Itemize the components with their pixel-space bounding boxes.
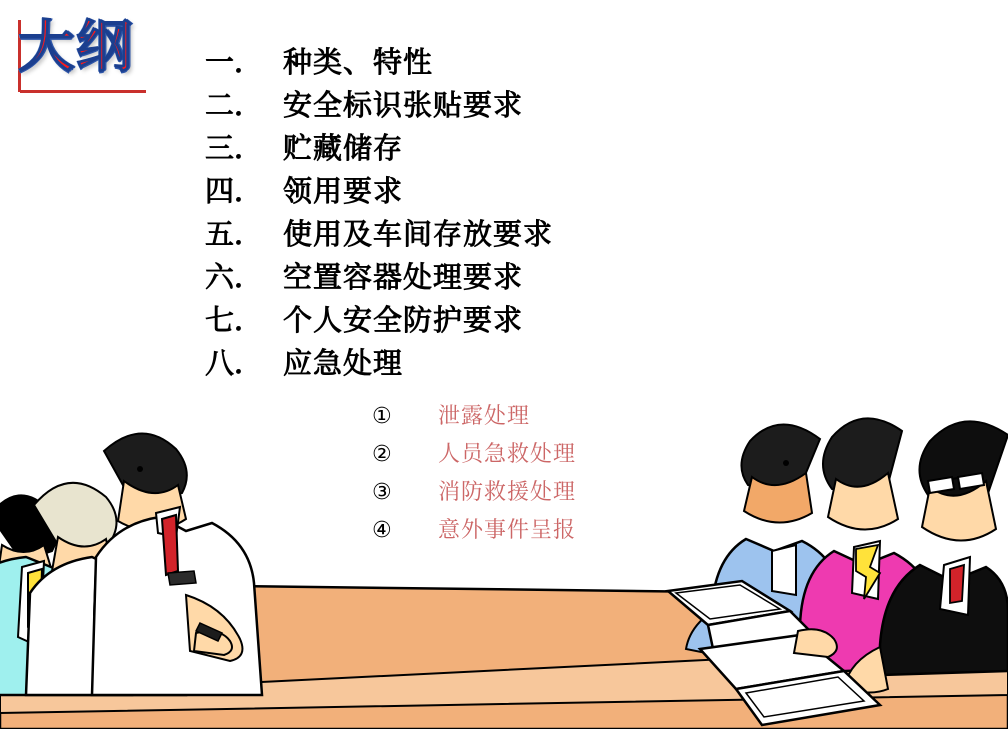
list-item-label: 种类、特性 bbox=[283, 45, 434, 79]
list-item-label: 使用及车间存放要求 bbox=[283, 217, 554, 251]
list-item-number: 七． bbox=[205, 303, 264, 337]
list-item-label: 应急处理 bbox=[283, 346, 404, 380]
list-item-number: 三． bbox=[205, 131, 264, 165]
list-item-label: 领用要求 bbox=[283, 174, 404, 208]
list-item bbox=[205, 169, 905, 212]
slide-title-badge bbox=[18, 14, 150, 86]
list-item-label: 贮藏储存 bbox=[283, 131, 404, 165]
list-item-number: 六． bbox=[205, 260, 264, 294]
list-item-label: 空置容器处理要求 bbox=[283, 260, 524, 294]
list-item-marker: ① bbox=[372, 404, 392, 429]
list-item bbox=[205, 255, 905, 298]
list-item-label: 泄露处理 bbox=[438, 404, 531, 429]
list-item-marker: ③ bbox=[372, 480, 392, 505]
list-item bbox=[205, 83, 905, 126]
list-item bbox=[205, 341, 905, 384]
list-item bbox=[205, 126, 905, 169]
list-item-label: 意外事件呈报 bbox=[438, 518, 577, 543]
list-item-number: 一． bbox=[205, 45, 264, 79]
list-item bbox=[205, 40, 905, 83]
list-item-number: 二． bbox=[205, 88, 264, 122]
list-item-label: 个人安全防护要求 bbox=[283, 303, 524, 337]
badge-underline-rule bbox=[20, 90, 146, 93]
list-item-marker: ② bbox=[372, 442, 392, 467]
list-item-number: 八． bbox=[205, 346, 264, 380]
list-item-number: 五． bbox=[205, 217, 264, 251]
list-item bbox=[205, 212, 905, 255]
meeting-table-illustration bbox=[0, 395, 1008, 729]
person-left-redtie bbox=[92, 433, 262, 695]
page-title: 大纲 bbox=[18, 15, 134, 80]
list-item-label: 人员急救处理 bbox=[438, 442, 577, 467]
outline-list bbox=[205, 40, 905, 384]
list-item-label: 消防救援处理 bbox=[438, 480, 577, 505]
list-item-marker: ④ bbox=[372, 518, 392, 543]
list-item bbox=[205, 298, 905, 341]
list-item-label: 安全标识张贴要求 bbox=[283, 88, 524, 122]
list-item-number: 四． bbox=[205, 174, 264, 208]
